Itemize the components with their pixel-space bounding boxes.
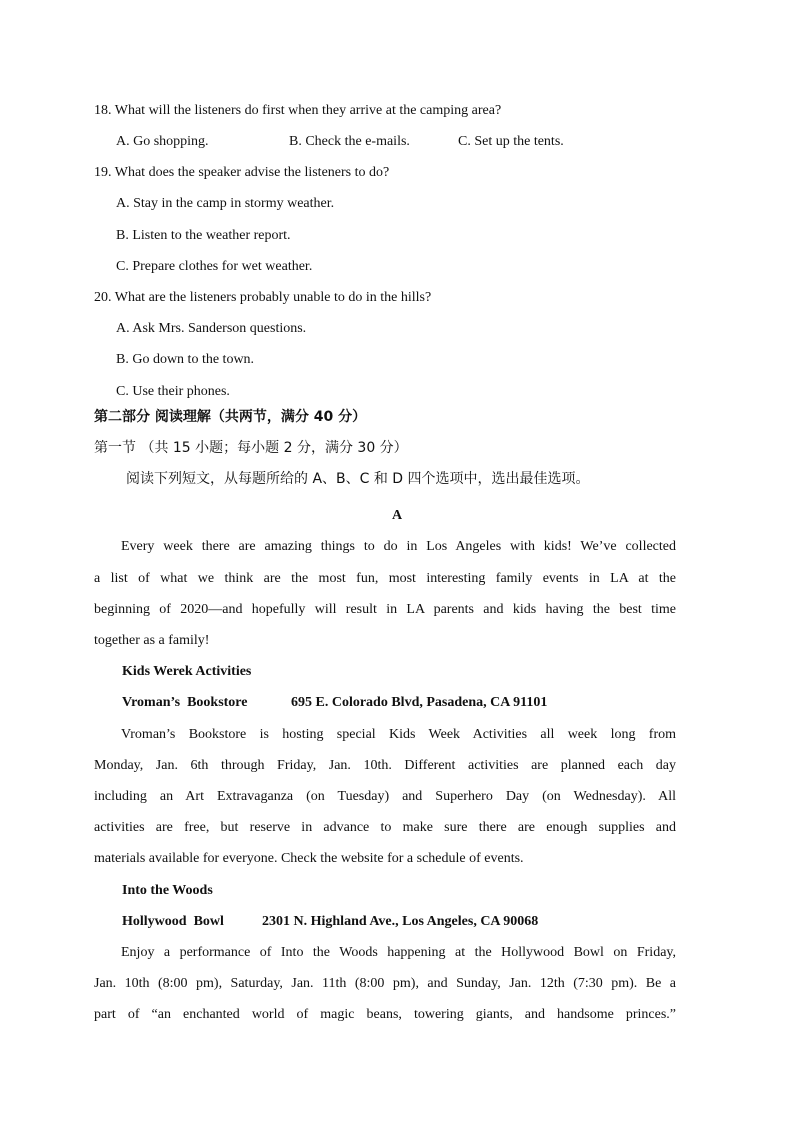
passage-intro-line: Every week there are amazing things to do in Los Angeles with kids! We’ve collected	[121, 539, 676, 554]
event-2-venue: Hollywood Bowl	[122, 914, 224, 929]
question-18-option-c: C. Set up the tents.	[458, 134, 564, 149]
passage-intro-line: together as a family!	[94, 633, 210, 648]
passage-intro-line: a list of what we think are the most fun, most interesting family events in LA at the	[94, 571, 676, 586]
question-19-option-c: C. Prepare clothes for wet weather.	[116, 259, 313, 274]
event-2-body-line: part of “an enchanted world of magic beans, towering giants, and handsome princes.”	[94, 1007, 676, 1022]
section-2-instruction: 阅读下列短文，从每题所给的 A、B、C 和 D 四个选项中，选出最佳选项。	[126, 471, 590, 487]
event-1-body-line: Monday, Jan. 6th through Friday, Jan. 10th. Different activities are planned each day	[94, 758, 676, 773]
event-1-venue: Vroman’s Bookstore	[122, 695, 248, 710]
event-1-address: 695 E. Colorado Blvd, Pasadena, CA 91101	[291, 695, 548, 710]
event-1-body-line: including an Art Extravaganza (on Tuesday) and Superhero Day (on Wednesday). All	[94, 789, 676, 804]
question-20-option-a: A. Ask Mrs. Sanderson questions.	[116, 321, 307, 336]
event-2-body-line: Jan. 10th (8:00 pm), Saturday, Jan. 11th (8:00 pm), and Sunday, Jan. 12th (7:30 pm). Be a	[94, 976, 676, 991]
event-2-title: Into the Woods	[122, 883, 213, 898]
question-19-option-b: B. Listen to the weather report.	[116, 228, 291, 243]
question-20-option-c: C. Use their phones.	[116, 384, 230, 399]
event-1-body-line: Vroman’s Bookstore is hosting special Kids Week Activities all week long from	[121, 727, 676, 742]
question-19-stem: 19. What does the speaker advise the listeners to do?	[94, 165, 390, 180]
question-18-option-b: B. Check the e-mails.	[289, 134, 410, 149]
question-20-stem: 20. What are the listeners probably unable to do in the hills?	[94, 290, 432, 305]
passage-intro-line: beginning of 2020—and hopefully will result in LA parents and kids having the best time	[94, 602, 676, 617]
passage-label: A	[391, 508, 403, 523]
section-2-title: 第二部分 阅读理解（共两节，满分 40 分）	[94, 409, 367, 425]
event-1-body-line: activities are free, but reserve in advance to make sure there are enough supplies and	[94, 820, 676, 835]
question-18-option-a: A. Go shopping.	[116, 134, 209, 149]
event-1-title: Kids Werek Activities	[122, 664, 252, 679]
event-2-body-line: Enjoy a performance of Into the Woods happening at the Hollywood Bowl on Friday,	[121, 945, 676, 960]
question-19-option-a: A. Stay in the camp in stormy weather.	[116, 196, 335, 211]
event-1-body-line: materials available for everyone. Check the website for a schedule of events.	[94, 851, 524, 866]
section-2-subtitle: 第一节 （共 15 小题；每小题 2 分，满分 30 分）	[94, 440, 408, 456]
question-18-stem: 18. What will the listeners do first when they arrive at the camping area?	[94, 103, 502, 118]
event-2-address: 2301 N. Highland Ave., Los Angeles, CA 90068	[262, 914, 539, 929]
question-20-option-b: B. Go down to the town.	[116, 352, 255, 367]
